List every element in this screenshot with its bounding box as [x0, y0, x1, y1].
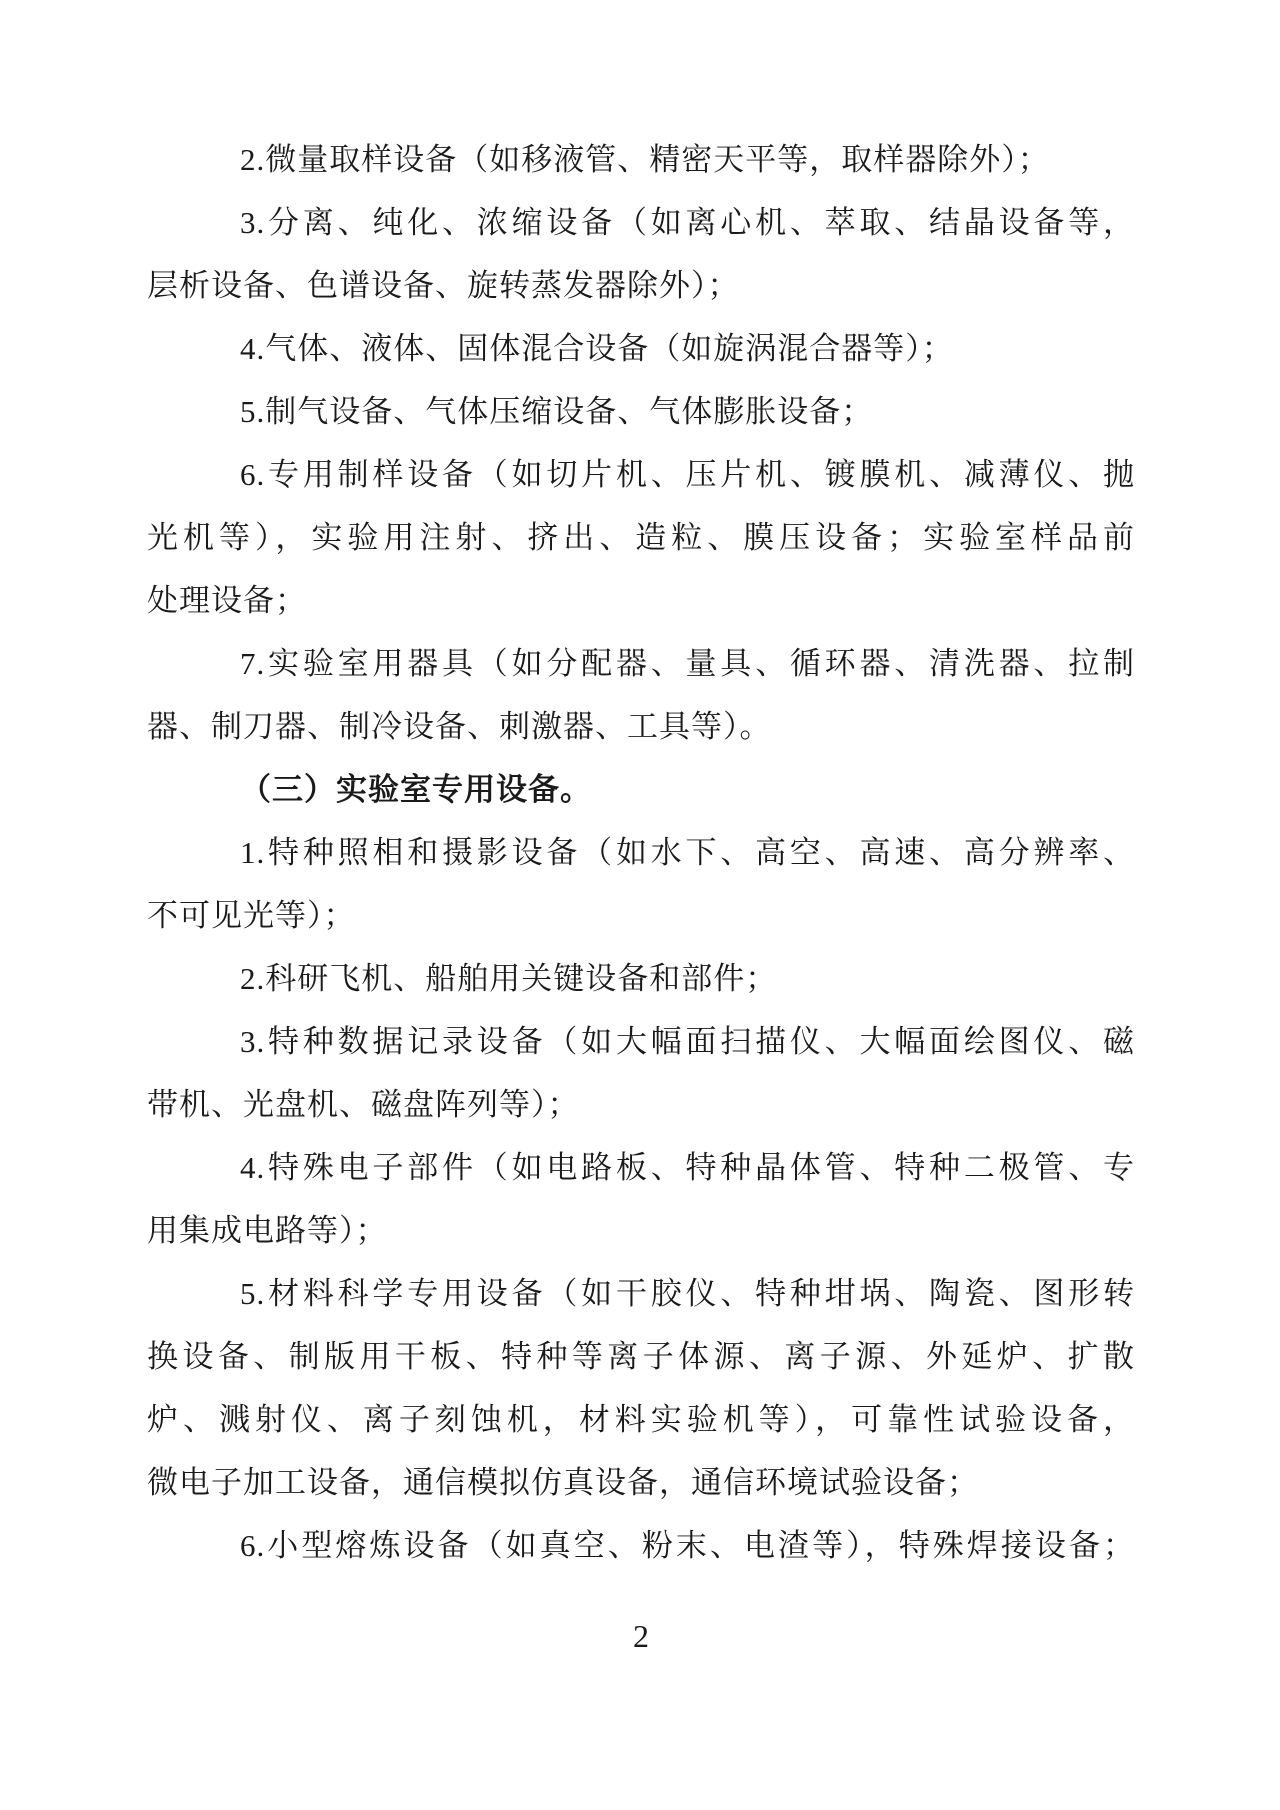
text-line: （三）实验室专用设备。 — [240, 772, 592, 807]
text-line: 用集成电路等）； — [147, 1213, 388, 1248]
text-line: 换设备、制版用干板、特种等离子体源、离子源、外延炉、扩散 — [147, 1339, 1135, 1374]
text-line: 器、制刀器、制冷设备、刺激器、工具等）。 — [147, 709, 772, 744]
text-line: 5.制气设备、气体压缩设备、气体膨胀设备； — [240, 394, 874, 429]
text-line: 处理设备； — [147, 583, 307, 618]
text-line: 不可见光等）； — [147, 898, 356, 933]
text-line: 微电子加工设备，通信模拟仿真设备，通信环境试验设备； — [147, 1465, 979, 1500]
text-line: 炉、溅射仪、离子刻蚀机，材料实验机等），可靠性试验设备， — [147, 1402, 1135, 1437]
document-body — [147, 128, 1135, 1577]
text-line: 6.小型熔炼设备（如真空、粉末、电渣等），特殊焊接设备； — [240, 1528, 1135, 1563]
text-line: 光机等），实验用注射、挤出、造粒、膜压设备；实验室样品前 — [147, 520, 1135, 555]
text-line: 带机、光盘机、磁盘阵列等）； — [147, 1087, 580, 1122]
text-line: 1.特种照相和摄影设备（如水下、高空、高速、高分辨率、 — [240, 835, 1135, 870]
text-line: 7.实验室用器具（如分配器、量具、循环器、清洗器、拉制 — [240, 646, 1135, 681]
text-line: 2.科研飞机、船舶用关键设备和部件； — [240, 961, 778, 996]
text-line: 4.特殊电子部件（如电路板、特种晶体管、特种二极管、专 — [240, 1150, 1135, 1185]
page-number: 2 — [633, 1618, 649, 1654]
text-line: 2.微量取样设备（如移液管、精密天平等，取样器除外）； — [240, 142, 1050, 177]
text-line: 3.特种数据记录设备（如大幅面扫描仪、大幅面绘图仪、磁 — [240, 1024, 1135, 1059]
text-line: 6.专用制样设备（如切片机、压片机、镀膜机、减薄仪、抛 — [240, 457, 1135, 492]
text-line: 3.分离、纯化、浓缩设备（如离心机、萃取、结晶设备等， — [240, 205, 1135, 240]
text-line: 4.气体、液体、固体混合设备（如旋涡混合器等）； — [240, 331, 954, 366]
text-line: 层析设备、色谱设备、旋转蒸发器除外）； — [147, 268, 740, 303]
text-line: 5.材料科学专用设备（如干胶仪、特种坩埚、陶瓷、图形转 — [240, 1276, 1135, 1311]
